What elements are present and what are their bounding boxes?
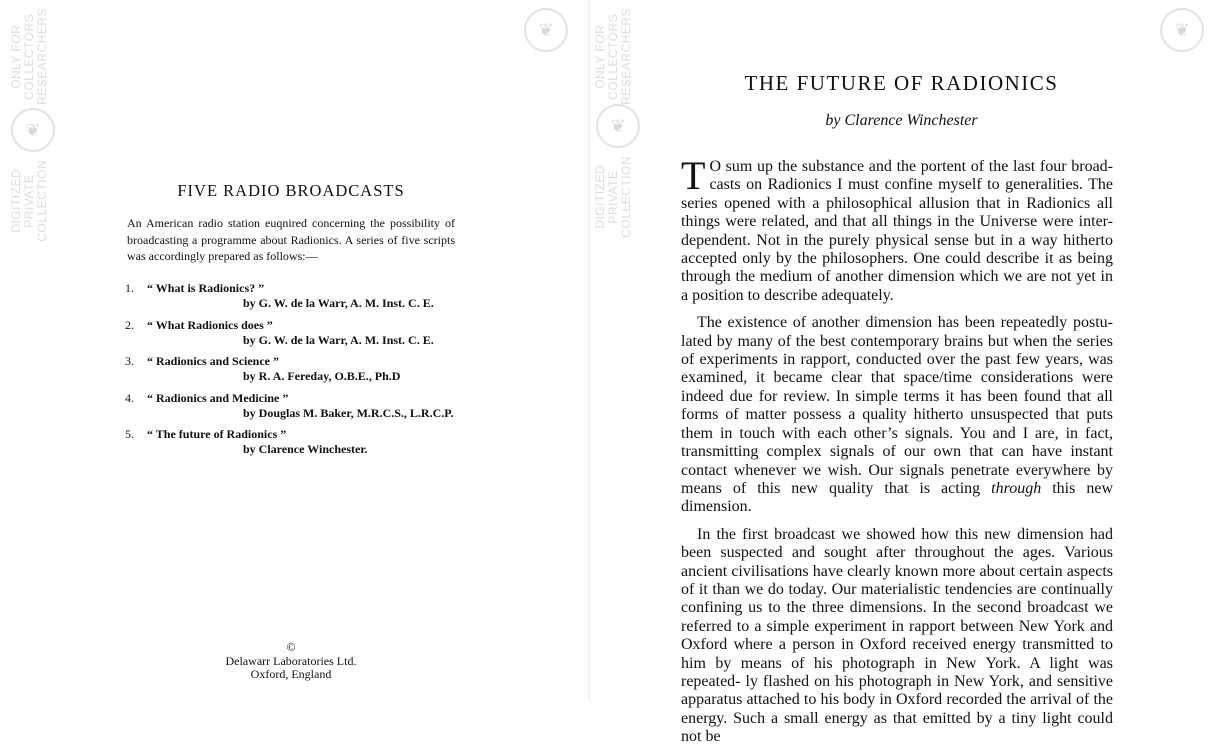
paragraph-text: this new dimension.	[681, 479, 1114, 516]
copyright-symbol: ©	[286, 640, 296, 654]
book-seal-icon: ❦	[596, 104, 640, 148]
broadcast-title: “ The future of Radionics ”	[147, 427, 287, 441]
publisher-place: Oxford, England	[250, 667, 332, 681]
list-item-number: 4.	[125, 390, 134, 405]
publisher-footer	[191, 641, 391, 682]
broadcast-author: by R. A. Fereday, O.B.E., Ph.D	[243, 369, 401, 383]
page-title: FIVE RADIO BROADCASTS	[177, 181, 405, 200]
list-item-number: 3.	[125, 354, 134, 368]
article-title: THE FUTURE OF RADIONICS	[744, 71, 1059, 95]
list-item-number: 1.	[125, 281, 134, 295]
watermark-text-bottom: DIGITIZED PRIVATE COLLECTION	[593, 156, 633, 238]
publisher-name: Delawarr Laboratories Ltd.	[225, 653, 357, 668]
article-body	[681, 153, 1114, 756]
watermark-text-top: ONLY FOR COLLECTORS RESEARCHERS	[593, 8, 633, 105]
paragraph-text: In the first broadcast we showed how this new dimension had been suspected and sought after throughout the ages. Various ancient civilisations have clearly known more about certain aspects of it than we do today. Our materialistic tendencies are continually confining us to the three dimensions. In the second broadcast we referred to a simple experiment in rapport between New York and Oxford where a person in Oxford received energy transmitted to him by means of his photograph in New York. A light was repeated- ly flashed on his photograph in New York, and sensitive apparatus attached to his body in Oxford recorded the arrival of the energy. Such a small energy as that emitted by a tiny light could not be	[681, 525, 1113, 746]
broadcast-title: “ What is Radionics? ”	[147, 281, 265, 295]
broadcast-author: by G. W. de la Warr, A. M. Inst. C. E.	[243, 296, 434, 310]
paragraph	[681, 526, 1113, 747]
broadcast-author: by Clarence Winchester.	[243, 442, 368, 456]
emphasis-text: through	[991, 479, 1042, 497]
paragraph-text: O sum up the substance and the portent of the last four broad- casts on Radionics I must confine myself to generalities. The series opened with a philosophical allusion that in Radionics all things were related, and that all things in the Universe were inter- dependent. Not in the purely physical sense but in a way hitherto accepted only by the philosophers. One could describe it as being through the medium of another dimension which we are not yet in a position to describe adequately.	[681, 158, 1113, 304]
list-item-number: 5.	[125, 427, 134, 441]
intro-text: An American radio station euqnired concerning the possibility of broadcasting a programme about Radionics. A series of five scripts was accordingly prepared as follows:—	[127, 216, 455, 263]
left-page	[0, 0, 590, 700]
list-item	[125, 427, 465, 464]
broadcast-list	[125, 281, 465, 464]
book-seal-icon: ❦	[1160, 8, 1204, 52]
book-seal-icon: ❦	[524, 8, 568, 52]
broadcast-author: by Douglas M. Baker, M.R.C.S., L.R.C.P.	[243, 405, 454, 420]
watermark-text-bottom: DIGITIZED PRIVATE COLLECTION	[9, 160, 49, 242]
drop-cap: T	[681, 153, 706, 198]
list-item	[125, 354, 465, 391]
list-item-number: 2.	[125, 317, 134, 332]
right-page	[590, 0, 1213, 746]
broadcast-author: by G. W. de la Warr, A. M. Inst. C. E.	[243, 332, 434, 347]
book-seal-icon: ❦	[11, 108, 55, 152]
broadcast-title: “ Radionics and Medicine ”	[147, 390, 289, 405]
article-author: by Clarence Winchester	[825, 112, 978, 129]
paragraph-text: The existence of another dimension has been repeatedly postu- lated by many of the best contemporary brains but when the series of experiments in rapport, conducted over the past few years, was examined, it became clear that space/time considerations were indeed due for review. In simple terms it has been found that all forms of matter possess a quality hitherto unsuspected that puts them in touch with each other’s signals. You and I are, in fact, transmitting complex signals of our own that can have instant contact whenever we wish. Our signals penetrate everywhere by means of this new quality that is acting	[681, 314, 1113, 497]
list-item	[125, 391, 465, 428]
paragraph	[681, 314, 1113, 516]
list-item	[125, 318, 465, 355]
paragraph	[681, 153, 1113, 305]
broadcast-title: “ Radionics and Science ”	[147, 354, 280, 368]
watermark-text-top: ONLY FOR COLLECTORS RESEARCHERS	[9, 8, 49, 105]
broadcast-title: “ What Radionics does ”	[147, 317, 273, 332]
list-item	[125, 281, 465, 318]
